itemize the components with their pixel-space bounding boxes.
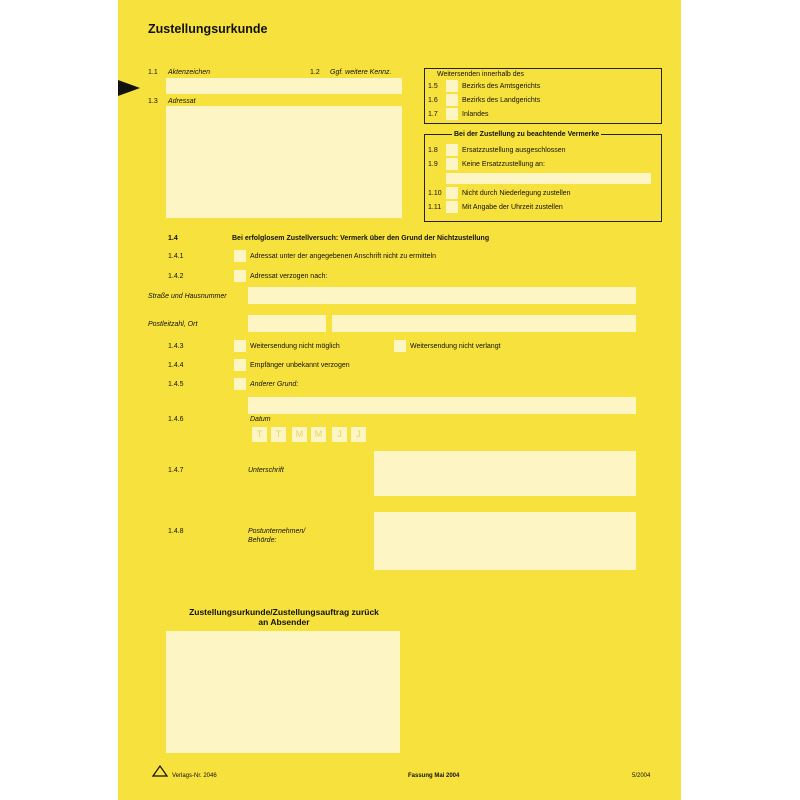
field-1-11-label: Mit Angabe der Uhrzeit zustellen	[462, 204, 563, 211]
signature-input[interactable]	[374, 451, 636, 496]
postal-code-input[interactable]	[248, 315, 326, 332]
form-sheet	[118, 0, 681, 800]
other-reason-input[interactable]	[248, 397, 636, 414]
field-1-8-number: 1.8	[428, 147, 438, 154]
field-1-7-label: Inlandes	[462, 111, 489, 118]
field-1-4-3-number: 1.4.3	[168, 343, 184, 350]
field-1-4-5-label: Anderer Grund:	[250, 381, 299, 388]
publisher-logo-icon	[152, 765, 168, 777]
checkbox-1-11[interactable]	[446, 201, 458, 213]
field-1-6-number: 1.6	[428, 97, 438, 104]
postal-label: Postleitzahl, Ort	[148, 321, 198, 328]
field-1-2-number: 1.2	[310, 69, 320, 76]
field-1-8-label: Ersatzzustellung ausgeschlossen	[462, 147, 566, 154]
checkbox-1-4-2[interactable]	[234, 270, 246, 282]
pointer-arrow-icon	[118, 80, 140, 96]
field-1-9-number: 1.9	[428, 161, 438, 168]
no-substitute-input[interactable]	[446, 173, 651, 184]
return-address-input[interactable]	[166, 631, 400, 753]
field-1-1-label: Aktenzeichen	[168, 69, 211, 76]
field-1-3-label: Adressat	[168, 98, 196, 105]
checkbox-1-9[interactable]	[446, 158, 458, 170]
section-1-4-label: Bei erfolglosem Zustellversuch: Vermerk über den Grund der Nichtzustellung	[232, 235, 490, 242]
field-1-4-3-label2: Weitersendung nicht verlangt	[410, 343, 501, 350]
field-1-4-8-number: 1.4.8	[168, 528, 184, 535]
checkbox-1-8[interactable]	[446, 144, 458, 156]
checkbox-1-10[interactable]	[446, 187, 458, 199]
field-1-4-8-label-line2: Behörde:	[248, 537, 277, 544]
field-1-4-8-label-line1: Postunternehmen/	[248, 528, 306, 535]
field-1-1-number: 1.1	[148, 69, 158, 76]
date-box-5[interactable]: J	[332, 427, 347, 442]
checkbox-1-4-3b[interactable]	[394, 340, 406, 352]
date-box-1[interactable]: T	[252, 427, 267, 442]
field-1-4-3-label: Weitersendung nicht möglich	[250, 343, 340, 350]
field-1-4-7-label: Unterschrift	[248, 467, 284, 474]
field-1-11-number: 1.11	[428, 204, 442, 211]
checkbox-1-4-5[interactable]	[234, 378, 246, 390]
checkbox-1-4-3[interactable]	[234, 340, 246, 352]
field-1-5-number: 1.5	[428, 83, 438, 90]
field-1-9-label: Keine Ersatzzustellung an:	[462, 161, 545, 168]
footer-edition: Fassung Mai 2004	[408, 773, 460, 779]
checkbox-1-5[interactable]	[446, 80, 458, 92]
delivery-notes-title: Bei der Zustellung zu beachtende Vermerke	[454, 131, 600, 138]
checkbox-1-7[interactable]	[446, 108, 458, 120]
footer-publisher: Verlags-Nr. 2046	[172, 773, 217, 779]
field-1-4-1-number: 1.4.1	[168, 253, 184, 260]
date-box-4[interactable]: M	[311, 427, 326, 442]
field-1-4-6-number: 1.4.6	[168, 416, 184, 423]
field-1-4-2-label: Adressat verzogen nach:	[250, 273, 328, 280]
field-1-4-4-number: 1.4.4	[168, 362, 184, 369]
field-1-4-6-label: Datum	[250, 416, 271, 423]
field-1-4-4-label: Empfänger unbekannt verzogen	[250, 362, 350, 369]
field-1-4-7-number: 1.4.7	[168, 467, 184, 474]
date-box-3[interactable]: M	[292, 427, 307, 442]
return-to-sender-title: Zustellungsurkunde/Zustellungsauftrag zurück an Absender	[189, 607, 379, 627]
checkbox-1-4-4[interactable]	[234, 359, 246, 371]
footer-code: 5/2004	[632, 773, 651, 779]
street-label: Straße und Hausnummer	[148, 293, 227, 300]
aktenzeichen-input[interactable]	[166, 78, 402, 94]
street-input[interactable]	[248, 287, 636, 304]
field-1-4-2-number: 1.4.2	[168, 273, 184, 280]
field-1-6-label: Bezirks des Landgerichts	[462, 97, 541, 104]
field-1-3-number: 1.3	[148, 98, 158, 105]
field-1-4-1-label: Adressat unter der angegebenen Anschrift nicht zu ermitteln	[250, 253, 436, 260]
adressat-input[interactable]	[166, 106, 402, 218]
date-box-2[interactable]: T	[271, 427, 286, 442]
city-input[interactable]	[332, 315, 636, 332]
checkbox-1-6[interactable]	[446, 94, 458, 106]
date-box-6[interactable]: J	[351, 427, 366, 442]
postal-company-input[interactable]	[374, 512, 636, 570]
field-1-4-5-number: 1.4.5	[168, 381, 184, 388]
forwarding-group-title: Weitersenden innerhalb des	[437, 71, 525, 78]
checkbox-1-4-1[interactable]	[234, 250, 246, 262]
form-title: Zustellungsurkunde	[148, 22, 268, 36]
field-1-2-label: Ggf. weitere Kennz.	[330, 69, 392, 76]
field-1-10-number: 1.10	[428, 190, 442, 197]
field-1-10-label: Nicht durch Niederlegung zustellen	[462, 190, 571, 197]
field-1-5-label: Bezirks des Amtsgerichts	[462, 83, 541, 90]
field-1-7-number: 1.7	[428, 111, 438, 118]
section-1-4-number: 1.4	[168, 235, 178, 242]
